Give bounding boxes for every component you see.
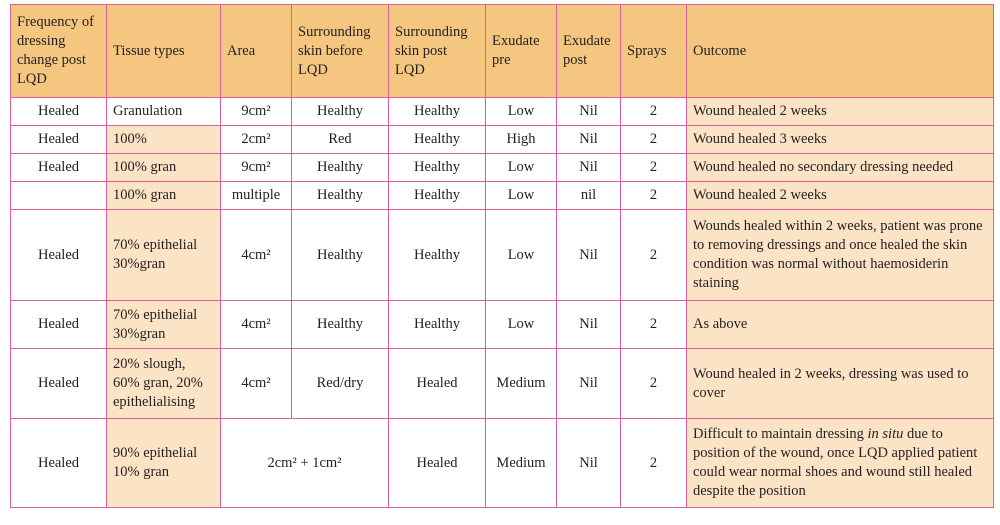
cell-sprays: 2: [621, 182, 687, 210]
outcome-text-b: due to position of the wound, once LQD applied patient could wear normal shoes and wound still healed despite the position: [693, 426, 978, 499]
cell-skin-post: Healthy: [389, 126, 486, 154]
cell-skin-post: Healthy: [389, 210, 486, 301]
cell-outcome: Wound healed in 2 weeks, dressing was used to cover: [687, 349, 994, 419]
cell-exudate-pre: Medium: [486, 419, 557, 508]
cell-area-merged: 2cm² + 1cm²: [221, 419, 389, 508]
cell-tissue: 20% slough, 60% gran, 20% epithelialising: [107, 349, 221, 419]
cell-frequency: Healed: [11, 419, 107, 508]
cell-tissue: 70% epithelial 30%gran: [107, 301, 221, 349]
cell-outcome: Wound healed 2 weeks: [687, 182, 994, 210]
cell-exudate-post: Nil: [557, 98, 621, 126]
header-area: Area: [221, 5, 292, 98]
cell-outcome: Wound healed 2 weeks: [687, 98, 994, 126]
cell-skin-before: Healthy: [292, 98, 389, 126]
cell-tissue: 70% epithelial 30%gran: [107, 210, 221, 301]
cell-frequency: Healed: [11, 98, 107, 126]
table-row: [11, 182, 994, 210]
cell-skin-before: Red: [292, 126, 389, 154]
table-row: [11, 98, 994, 126]
table-row: [11, 419, 994, 508]
cell-area: 9cm²: [221, 154, 292, 182]
cell-sprays: 2: [621, 98, 687, 126]
header-frequency: Frequency of dressing change post LQD: [11, 5, 107, 98]
cell-frequency: Healed: [11, 301, 107, 349]
cell-outcome: As above: [687, 301, 994, 349]
header-skin-post: Surrounding skin post LQD: [389, 5, 486, 98]
table-row: [11, 301, 994, 349]
cell-sprays: 2: [621, 154, 687, 182]
cell-sprays: 2: [621, 301, 687, 349]
cell-exudate-pre: Low: [486, 301, 557, 349]
cell-skin-before: Red/dry: [292, 349, 389, 419]
cell-tissue: 100% gran: [107, 154, 221, 182]
cell-frequency: Healed: [11, 210, 107, 301]
cell-exudate-pre: Low: [486, 210, 557, 301]
cell-skin-before: Healthy: [292, 301, 389, 349]
table-row: [11, 349, 994, 419]
cell-exudate-post: Nil: [557, 301, 621, 349]
outcome-text-in-situ: in situ: [867, 426, 904, 442]
cell-exudate-post: nil: [557, 182, 621, 210]
table-row: [11, 126, 994, 154]
wound-outcomes-table: [10, 4, 994, 508]
cell-exudate-pre: Medium: [486, 349, 557, 419]
cell-exudate-pre: Low: [486, 154, 557, 182]
table-row: [11, 154, 994, 182]
header-skin-before: Surrounding skin before LQD: [292, 5, 389, 98]
header-exudate-post: Exudate post: [557, 5, 621, 98]
cell-skin-before: Healthy: [292, 154, 389, 182]
cell-exudate-post: Nil: [557, 419, 621, 508]
cell-tissue: 90% epithelial 10% gran: [107, 419, 221, 508]
cell-frequency: Healed: [11, 126, 107, 154]
cell-frequency: Healed: [11, 349, 107, 419]
header-row: [11, 5, 994, 98]
cell-skin-post: Healthy: [389, 182, 486, 210]
cell-skin-post: Healed: [389, 349, 486, 419]
cell-exudate-post: Nil: [557, 126, 621, 154]
cell-area: 4cm²: [221, 301, 292, 349]
cell-area: 2cm²: [221, 126, 292, 154]
cell-tissue: Granulation: [107, 98, 221, 126]
cell-exudate-post: Nil: [557, 349, 621, 419]
cell-sprays: 2: [621, 419, 687, 508]
cell-area: multiple: [221, 182, 292, 210]
cell-skin-post: Healthy: [389, 301, 486, 349]
header-tissue-types: Tissue types: [107, 5, 221, 98]
outcome-text-a: Difficult to maintain dressing: [693, 426, 868, 442]
cell-outcome: Wound healed no secondary dressing needed: [687, 154, 994, 182]
cell-outcome: Wound healed 3 weeks: [687, 126, 994, 154]
cell-exudate-post: Nil: [557, 210, 621, 301]
cell-exudate-pre: Low: [486, 98, 557, 126]
cell-exudate-pre: High: [486, 126, 557, 154]
cell-outcome: Wounds healed within 2 weeks, patient was prone to removing dressings and once healed the skin condition was normal without haemosiderin staining: [687, 210, 994, 301]
cell-skin-before: Healthy: [292, 182, 389, 210]
cell-sprays: 2: [621, 210, 687, 301]
cell-area: 9cm²: [221, 98, 292, 126]
cell-skin-post: Healed: [389, 419, 486, 508]
cell-frequency: Healed: [11, 154, 107, 182]
cell-outcome: [687, 419, 994, 508]
cell-skin-post: Healthy: [389, 154, 486, 182]
cell-frequency: [11, 182, 107, 210]
cell-area: 4cm²: [221, 349, 292, 419]
header-outcome: Outcome: [687, 5, 994, 98]
cell-sprays: 2: [621, 126, 687, 154]
cell-exudate-post: Nil: [557, 154, 621, 182]
cell-skin-post: Healthy: [389, 98, 486, 126]
header-sprays: Sprays: [621, 5, 687, 98]
header-exudate-pre: Exudate pre: [486, 5, 557, 98]
table-row: [11, 210, 994, 301]
cell-sprays: 2: [621, 349, 687, 419]
cell-exudate-pre: Low: [486, 182, 557, 210]
cell-area: 4cm²: [221, 210, 292, 301]
cell-skin-before: Healthy: [292, 210, 389, 301]
cell-tissue: 100%: [107, 126, 221, 154]
cell-tissue: 100% gran: [107, 182, 221, 210]
